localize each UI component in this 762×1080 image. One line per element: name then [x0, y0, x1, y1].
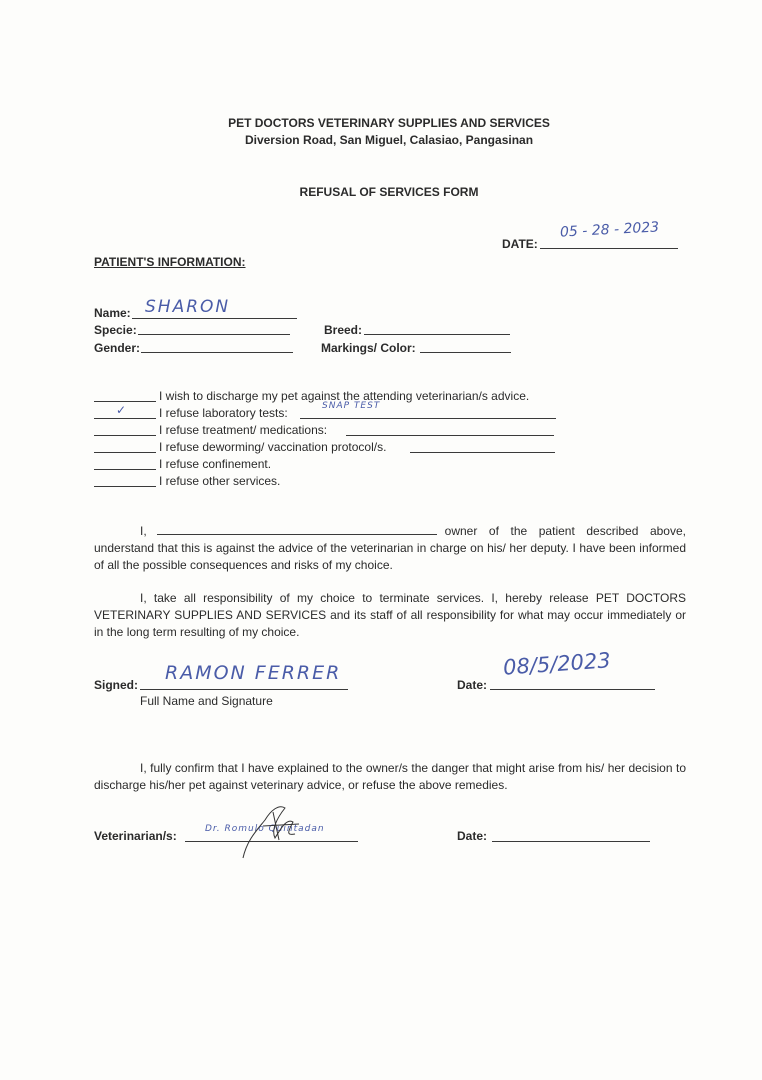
patient-info-heading: PATIENT'S INFORMATION:: [94, 255, 246, 269]
gender-label: Gender:: [94, 341, 141, 355]
lab-test-detail[interactable]: SNAP TEST: [322, 401, 381, 411]
p1-lead: I,: [140, 524, 147, 538]
paragraph-responsibility: [94, 590, 686, 641]
veterinarian-label: Veterinarian/s:: [94, 829, 177, 843]
check-blank[interactable]: [94, 401, 156, 402]
paragraph-confirmation: [94, 760, 686, 794]
markings-line[interactable]: [420, 352, 511, 353]
check-blank[interactable]: [94, 435, 156, 436]
veterinarian-date-line[interactable]: [492, 841, 650, 842]
veterinarian-date-label: Date:: [457, 829, 488, 843]
deworming-line[interactable]: [410, 452, 555, 453]
name-line: [132, 318, 297, 319]
veterinarian-signature-scribble: [235, 800, 305, 862]
signed-value[interactable]: RAMON FERRER: [165, 662, 342, 684]
checklist-item: I refuse confinement.: [159, 457, 272, 471]
org-name: PET DOCTORS VETERINARY SUPPLIES AND SERVICES: [228, 116, 550, 130]
signed-date-label: Date:: [457, 678, 488, 692]
signed-label: Signed:: [94, 678, 138, 692]
specie-label: Specie:: [94, 323, 137, 337]
org-address: Diversion Road, San Miguel, Calasiao, Pangasinan: [244, 133, 534, 147]
check-blank[interactable]: [94, 418, 156, 419]
signed-line[interactable]: [140, 689, 348, 690]
p2-text: I, take all responsibility of my choice to terminate services. I, hereby release PET DOCTORS VETERINARY SUPPLIES AND SERVICES and its staff of all responsibility for what may occur immediately or in the long term resulting of my choice.: [94, 591, 686, 639]
markings-label: Markings/ Color:: [321, 341, 416, 355]
checklist-item: I wish to discharge my pet against the attending veterinarian/s advice.: [159, 389, 530, 403]
p1-rest: owner of the patient described above, understand that this is against the advice of the veterinarian in charge on his/ her deputy. I have been informed of all the possible consequences and risks of my choice.: [94, 524, 686, 572]
breed-line[interactable]: [364, 334, 510, 335]
form-title: REFUSAL OF SERVICES FORM: [299, 185, 479, 199]
checklist-item: I refuse laboratory tests:: [159, 406, 288, 420]
check-blank[interactable]: [94, 452, 156, 453]
checklist-item: I refuse other services.: [159, 474, 281, 488]
check-blank[interactable]: [94, 469, 156, 470]
name-value[interactable]: SHARON: [145, 297, 231, 317]
treatment-line[interactable]: [346, 435, 554, 436]
checklist-item: I refuse deworming/ vaccination protocol/s.: [159, 440, 387, 454]
top-date-label: DATE:: [502, 237, 538, 251]
breed-label: Breed:: [324, 323, 363, 337]
checklist-item: I refuse treatment/ medications:: [159, 423, 328, 437]
top-date-value[interactable]: 05 - 28 - 2023: [559, 219, 660, 241]
p3-text: I, fully confirm that I have explained to the owner/s the danger that might arise from his/ her decision to discharge his/her pet against veterinary advice, or refuse the above remedies.: [94, 761, 686, 792]
owner-name-line[interactable]: [157, 524, 437, 535]
name-label: Name:: [94, 306, 131, 320]
specie-line[interactable]: [138, 334, 290, 335]
signed-date-value[interactable]: 08/5/2023: [502, 648, 612, 680]
paragraph-acknowledgement: [94, 523, 686, 574]
signature-caption: Full Name and Signature: [140, 694, 273, 708]
lab-test-line[interactable]: [300, 418, 556, 419]
veterinarian-value[interactable]: Dr. Romulo Quintadan: [205, 824, 325, 834]
top-date-line: [540, 248, 678, 249]
check-blank[interactable]: [94, 486, 156, 487]
gender-line[interactable]: [141, 352, 293, 353]
check-mark: ✓: [116, 403, 127, 417]
signed-date-line[interactable]: [490, 689, 655, 690]
